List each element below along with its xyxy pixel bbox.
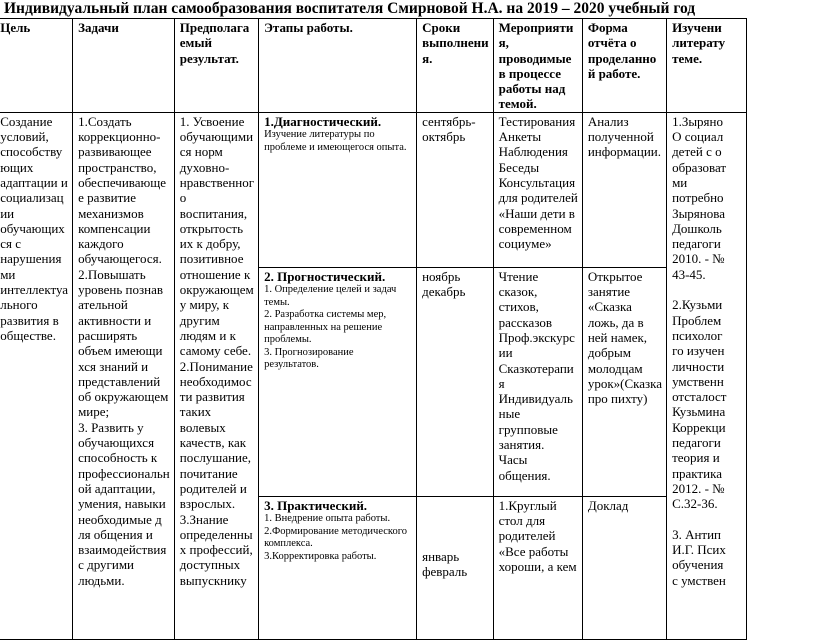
- text-line: потребно: [672, 190, 724, 206]
- text-line: 2. Разработка системы мер,: [264, 309, 387, 321]
- text-line: ой адаптации,: [78, 480, 156, 496]
- text-line: Сроки: [422, 20, 461, 35]
- text-line: с другими: [78, 557, 135, 573]
- text-line: у миру, к: [179, 297, 230, 313]
- text-line: октябрь: [422, 129, 466, 145]
- text-line: е развитие: [78, 190, 137, 206]
- tasks-cell: [73, 112, 175, 639]
- text-line: 1.Создать: [78, 113, 132, 129]
- text-line: условий,: [0, 129, 49, 145]
- text-line: январь: [422, 548, 460, 564]
- text-line: емый: [179, 35, 213, 51]
- text-line: качеств, как: [179, 435, 247, 451]
- text-line: групповые: [498, 421, 558, 437]
- text-line: 2.Кузьми: [672, 297, 723, 313]
- text-line: Открытое: [587, 268, 643, 284]
- text-line: февраль: [422, 564, 468, 580]
- text-line: нравственног: [179, 174, 255, 190]
- text-line: направленных на решение: [264, 321, 383, 333]
- text-line: активности и: [78, 312, 152, 328]
- text-line: проблеме и имеющегося опыта.: [264, 141, 407, 153]
- text-line: х профессий,: [179, 542, 253, 558]
- text-line: определенны: [179, 526, 253, 542]
- text-line: Беседы: [498, 159, 540, 175]
- text-line: социализац: [0, 190, 64, 206]
- text-line: Индивидуаль: [498, 391, 573, 407]
- text-line: 3.Знание: [179, 511, 229, 527]
- text-line: людьми.: [78, 572, 125, 588]
- header-result: [174, 19, 258, 113]
- text-line: с умствен: [672, 572, 726, 588]
- text-line: работы над: [498, 81, 566, 97]
- text-line: профессиональн: [78, 465, 170, 481]
- header-form: [582, 19, 666, 113]
- text-line: механизмов: [78, 205, 144, 221]
- header-terms: [417, 19, 494, 113]
- activities-cell-diagnostic: [493, 112, 582, 267]
- text-line: Изучение литературы по: [264, 129, 375, 141]
- text-line: льного: [0, 297, 38, 313]
- header-row: [0, 19, 747, 113]
- text-line: ноябрь: [422, 268, 461, 284]
- text-line: урок»(Сказка: [587, 375, 663, 391]
- text-line: умения, навыки: [78, 496, 166, 512]
- text-line: декабрь: [422, 284, 466, 300]
- goal-cell: [0, 112, 73, 639]
- text-line: интеллектуа: [0, 282, 69, 298]
- text-line: С.32-36.: [672, 496, 718, 512]
- text-line: современном: [498, 220, 572, 236]
- form-cell-practical: [582, 496, 666, 639]
- text-line: волевых: [179, 419, 226, 435]
- stage-cell-prognostic: [259, 267, 417, 496]
- text-line: коррекционно-: [78, 129, 161, 145]
- text-line: Доклад: [587, 497, 629, 513]
- text-line: сентябрь-: [422, 113, 476, 129]
- stage-title-diagnostic: 1.Диагностический.: [264, 113, 382, 129]
- text-line: литерату: [672, 35, 726, 51]
- text-line: 3.Корректировка работы.: [264, 550, 377, 562]
- text-line: ля общения и: [78, 526, 153, 542]
- text-line: 3. Развить у: [78, 419, 144, 435]
- text-line: Тестирования: [498, 113, 576, 129]
- text-line: ательной: [78, 297, 128, 313]
- text-line: необходимос: [179, 373, 252, 389]
- text-line: 2.Формирование методического: [264, 525, 408, 537]
- text-line: хороши, а кем: [498, 558, 577, 574]
- text-line: обучающих: [0, 220, 65, 236]
- text-line: развивающее: [78, 144, 152, 160]
- stage-cell-diagnostic: [259, 112, 417, 267]
- text-line: расширять: [78, 327, 138, 343]
- text-line: педагоги: [672, 435, 721, 451]
- text-line: таких: [179, 404, 212, 420]
- text-line: Анализ: [587, 113, 629, 129]
- text-line: детей с о: [672, 144, 722, 160]
- text-line: Наблюдения: [498, 144, 568, 160]
- header-stages: Этапы работы.: [259, 19, 417, 113]
- text-line: каждого: [78, 236, 124, 252]
- text-line: практика: [672, 465, 722, 481]
- text-line: уровень познав: [78, 282, 164, 298]
- text-line: представлений: [78, 373, 161, 389]
- text-line: 1. Внедрение опыта работы.: [264, 513, 391, 525]
- text-line: занятия.: [498, 437, 545, 453]
- text-line: «Сказка: [587, 299, 632, 315]
- text-line: обществе.: [0, 327, 56, 343]
- text-line: родителей: [498, 528, 556, 544]
- text-line: Часы: [498, 452, 528, 468]
- text-line: пространство,: [78, 159, 157, 175]
- text-line: полученной: [587, 129, 654, 145]
- text-line: способность к: [78, 450, 158, 466]
- text-line: хся знаний и: [78, 358, 149, 374]
- text-line: й работе.: [587, 65, 641, 81]
- text-line: обеспечивающе: [78, 174, 167, 190]
- text-line: ющих: [0, 159, 34, 175]
- text-line: взрослых.: [179, 496, 236, 512]
- text-line: открытость: [179, 220, 244, 236]
- text-line: ми: [672, 174, 688, 190]
- text-line: комплекса.: [264, 538, 313, 550]
- text-line: ми: [0, 266, 16, 282]
- text-line: мире;: [78, 404, 110, 420]
- text-line: способству: [0, 144, 63, 160]
- text-line: ии: [498, 345, 513, 361]
- text-line: педагоги: [672, 236, 721, 252]
- text-line: 1. Усвоение: [179, 113, 245, 129]
- text-line: психолог: [672, 327, 723, 343]
- text-line: Предполага: [179, 20, 250, 35]
- table-row-diagnostic: [0, 112, 747, 267]
- text-line: О социал: [672, 129, 724, 145]
- text-line: я: [498, 375, 505, 391]
- text-line: Кузьмина: [672, 404, 726, 420]
- header-goal: Цель: [0, 19, 73, 113]
- text-line: Коррекци: [672, 419, 726, 435]
- text-line: ней намек,: [587, 329, 648, 345]
- text-line: ти развития: [179, 389, 245, 405]
- text-line: выпускнику: [179, 572, 247, 588]
- text-line: образоват: [672, 159, 727, 175]
- text-line: я.: [422, 50, 433, 66]
- text-line: духовно-: [179, 159, 230, 175]
- text-line: людям и к: [179, 327, 236, 343]
- text-line: обучающихся: [78, 435, 155, 451]
- literature-cell: [667, 112, 747, 639]
- stage-items-prognostic: [264, 284, 412, 372]
- stage-items-practical: [264, 513, 412, 563]
- text-line: теме.: [672, 50, 703, 66]
- text-line: родителей и: [179, 480, 247, 496]
- text-line: Сказкотерапи: [498, 360, 574, 376]
- text-line: ся с: [0, 236, 21, 252]
- text-line: Проблем: [672, 312, 722, 328]
- text-line: сказок,: [498, 284, 538, 300]
- text-line: общения.: [498, 467, 551, 483]
- text-line: «Все работы: [498, 543, 569, 559]
- text-line: развития в: [0, 312, 59, 328]
- text-line: объем имеющи: [78, 343, 163, 359]
- text-line: отсталост: [672, 389, 727, 405]
- text-line: взаимодействия: [78, 542, 167, 558]
- text-line: стихов,: [498, 299, 539, 315]
- stage-items-diagnostic: [264, 129, 412, 154]
- text-line: позитивное: [179, 251, 244, 267]
- text-line: 2.Понимание: [179, 358, 253, 374]
- text-line: нарушения: [0, 251, 62, 267]
- text-line: «Наши дети в: [498, 205, 575, 221]
- text-line: почитание: [179, 465, 238, 481]
- text-line: 2010. - №: [672, 251, 725, 267]
- text-line: умственн: [672, 373, 724, 389]
- text-line: 3. Прогнозирование: [264, 346, 354, 358]
- text-line: доступных: [179, 557, 241, 573]
- stage-title-practical: 3. Практический.: [264, 497, 368, 513]
- text-line: Изучени: [672, 20, 722, 35]
- text-line: рассказов: [498, 314, 553, 330]
- header-tasks: Задачи: [73, 19, 175, 113]
- result-cell: [174, 112, 258, 639]
- text-line: Создание: [0, 113, 53, 129]
- text-line: обучения: [672, 557, 724, 573]
- text-line: другим: [179, 312, 220, 328]
- text-line: обучающими: [179, 129, 254, 145]
- text-line: их к добру,: [179, 236, 241, 252]
- text-line: 43-45.: [672, 266, 706, 282]
- text-line: самому себе.: [179, 343, 252, 359]
- header-activities: [493, 19, 582, 113]
- text-line: выполнени: [422, 35, 489, 51]
- text-line: информации.: [587, 144, 661, 160]
- text-line: Проф.экскурс: [498, 329, 575, 345]
- text-line: социуме»: [498, 236, 552, 252]
- text-line: компенсации: [78, 220, 151, 236]
- text-line: 1.Зыряно: [672, 113, 723, 129]
- text-line: 2.Повышать: [78, 266, 146, 282]
- text-line: И.Г. Псих: [672, 542, 726, 558]
- text-line: отношение к: [179, 266, 251, 282]
- text-line: обучающегося.: [78, 251, 162, 267]
- text-line: 2012. - №: [672, 480, 725, 496]
- text-line: проделанно: [587, 50, 657, 66]
- text-line: молодцам: [587, 360, 643, 376]
- text-line: ложь, да в: [587, 314, 644, 330]
- text-line: Зырянова: [672, 205, 725, 221]
- text-line: о: [179, 190, 187, 206]
- text-line: результатов.: [264, 359, 319, 371]
- text-line: теория и: [672, 450, 720, 466]
- stage-cell-practical: [259, 496, 417, 639]
- terms-cell-diagnostic: [417, 112, 494, 267]
- text-line: Мероприяти: [498, 20, 574, 35]
- text-line: Анкеты: [498, 129, 542, 145]
- text-line: в процессе: [498, 65, 562, 81]
- text-line: Дошколь: [672, 220, 722, 236]
- text-line: стол для: [498, 513, 546, 529]
- text-line: го изучен: [672, 343, 725, 359]
- text-line: 1.Круглый: [498, 497, 557, 513]
- text-line: результат.: [179, 50, 239, 66]
- text-line: адаптации и: [0, 174, 68, 190]
- activities-cell-prognostic: [493, 267, 582, 496]
- text-line: темы.: [264, 296, 290, 308]
- text-line: проблемы.: [264, 334, 312, 346]
- text-line: [672, 512, 742, 527]
- text-line: проводимые: [498, 50, 572, 66]
- text-line: добрым: [587, 345, 632, 361]
- text-line: отчёта о: [587, 35, 637, 51]
- text-line: 1. Определение целей и задач: [264, 284, 397, 296]
- text-line: Чтение: [498, 268, 539, 284]
- text-line: про пихту): [587, 391, 648, 407]
- text-line: Форма: [587, 20, 628, 35]
- text-line: для родителей: [498, 190, 578, 206]
- page-title: Индивидуальный план самообразования воспитателя Смирновой Н.А. на 2019 – 2020 учебный год: [4, 0, 696, 17]
- text-line: темой.: [498, 96, 537, 112]
- terms-cell-prognostic: [417, 267, 494, 496]
- text-line: Консультация: [498, 174, 576, 190]
- terms-cell-practical: [417, 496, 494, 639]
- stage-title-prognostic: 2. Прогностический.: [264, 268, 386, 284]
- form-cell-prognostic: [582, 267, 666, 496]
- text-line: ся норм: [179, 144, 223, 160]
- text-line: я,: [498, 35, 509, 51]
- text-line: ные: [498, 406, 521, 422]
- text-line: необходимые д: [78, 511, 162, 527]
- text-line: [672, 282, 742, 297]
- text-line: занятие: [587, 284, 631, 300]
- text-line: 3. Антип: [672, 526, 722, 542]
- text-line: ии: [0, 205, 15, 221]
- text-line: послушание,: [179, 450, 252, 466]
- text-line: личности: [672, 358, 725, 374]
- form-cell-diagnostic: [582, 112, 666, 267]
- header-literature: [667, 19, 747, 113]
- self-education-plan-table: [0, 18, 747, 640]
- activities-cell-practical: [493, 496, 582, 639]
- text-line: окружающем: [179, 282, 254, 298]
- text-line: воспитания,: [179, 205, 248, 221]
- text-line: об окружающем: [78, 389, 169, 405]
